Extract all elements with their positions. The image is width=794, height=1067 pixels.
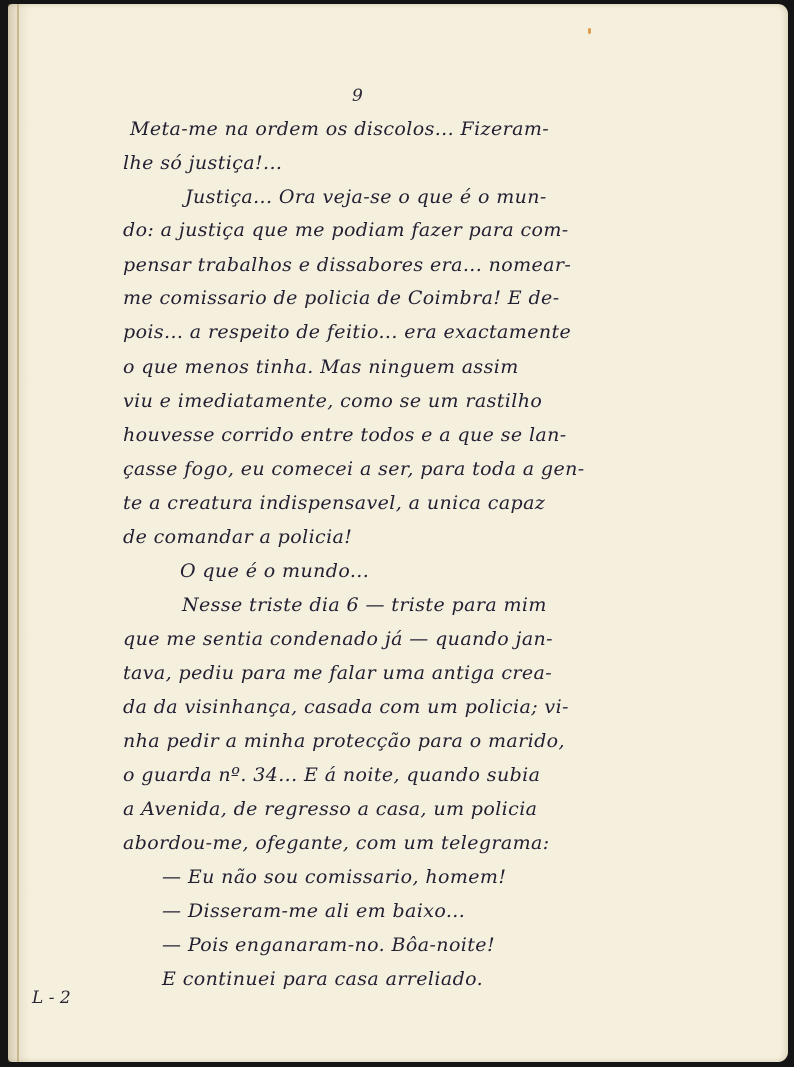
text-line: houvesse corrido entre todos e a que se lan- <box>123 424 567 446</box>
text-line: que me sentia condenado já — quando jan- <box>123 628 554 650</box>
text-line: Justiça... Ora veja-se o que é o mun- <box>185 186 547 208</box>
binding-shadow <box>8 4 30 1062</box>
text-line: — Pois enganaram-no. Bôa-noite! <box>162 934 495 956</box>
text-line: da da visinhança, casada com um policia; vi- <box>123 696 569 718</box>
text-line: me comissario de policia de Coimbra! E de- <box>123 287 560 309</box>
text-line: Nesse triste dia 6 — triste para mim <box>182 594 547 616</box>
text-line: a Avenida, de regresso a casa, um policia <box>123 798 538 820</box>
text-line: pensar trabalhos e dissabores era... nomear- <box>123 254 572 276</box>
text-line: do: a justiça que me podiam fazer para com- <box>123 219 569 241</box>
text-line: — Eu não sou comissario, homem! <box>162 866 507 888</box>
text-line: de comandar a policia! <box>123 526 353 548</box>
text-line: te a creatura indispensavel, a unica capaz <box>123 492 546 514</box>
text-line: viu e imediatamente, como se um rastilho <box>123 390 543 412</box>
text-line: abordou-me, ofegante, com um telegrama: <box>123 832 550 854</box>
text-line: pois... a respeito de feitio... era exactamente <box>123 321 572 343</box>
text-line: O que é o mundo... <box>180 560 370 582</box>
text-line: çasse fogo, eu comecei a ser, para toda a gen- <box>123 458 585 480</box>
text-line: lhe só justiça!... <box>123 152 283 174</box>
text-line: tava, pediu para me falar uma antiga crea- <box>123 662 553 684</box>
text-line: E continuei para casa arreliado. <box>162 968 484 990</box>
margin-note: L - 2 <box>32 988 71 1008</box>
ink-stain <box>588 28 591 34</box>
text-line: o que menos tinha. Mas ninguem assim <box>123 356 519 378</box>
text-line: — Disseram-me ali em baixo... <box>162 900 466 922</box>
text-line: Meta-me na ordem os discolos... Fizeram- <box>130 118 550 140</box>
text-line: o guarda nº. 34... E á noite, quando subia <box>123 764 541 786</box>
text-line: nha pedir a minha protecção para o marido, <box>123 730 565 752</box>
page-number: 9 <box>352 86 363 106</box>
binding-edge <box>17 4 19 1062</box>
